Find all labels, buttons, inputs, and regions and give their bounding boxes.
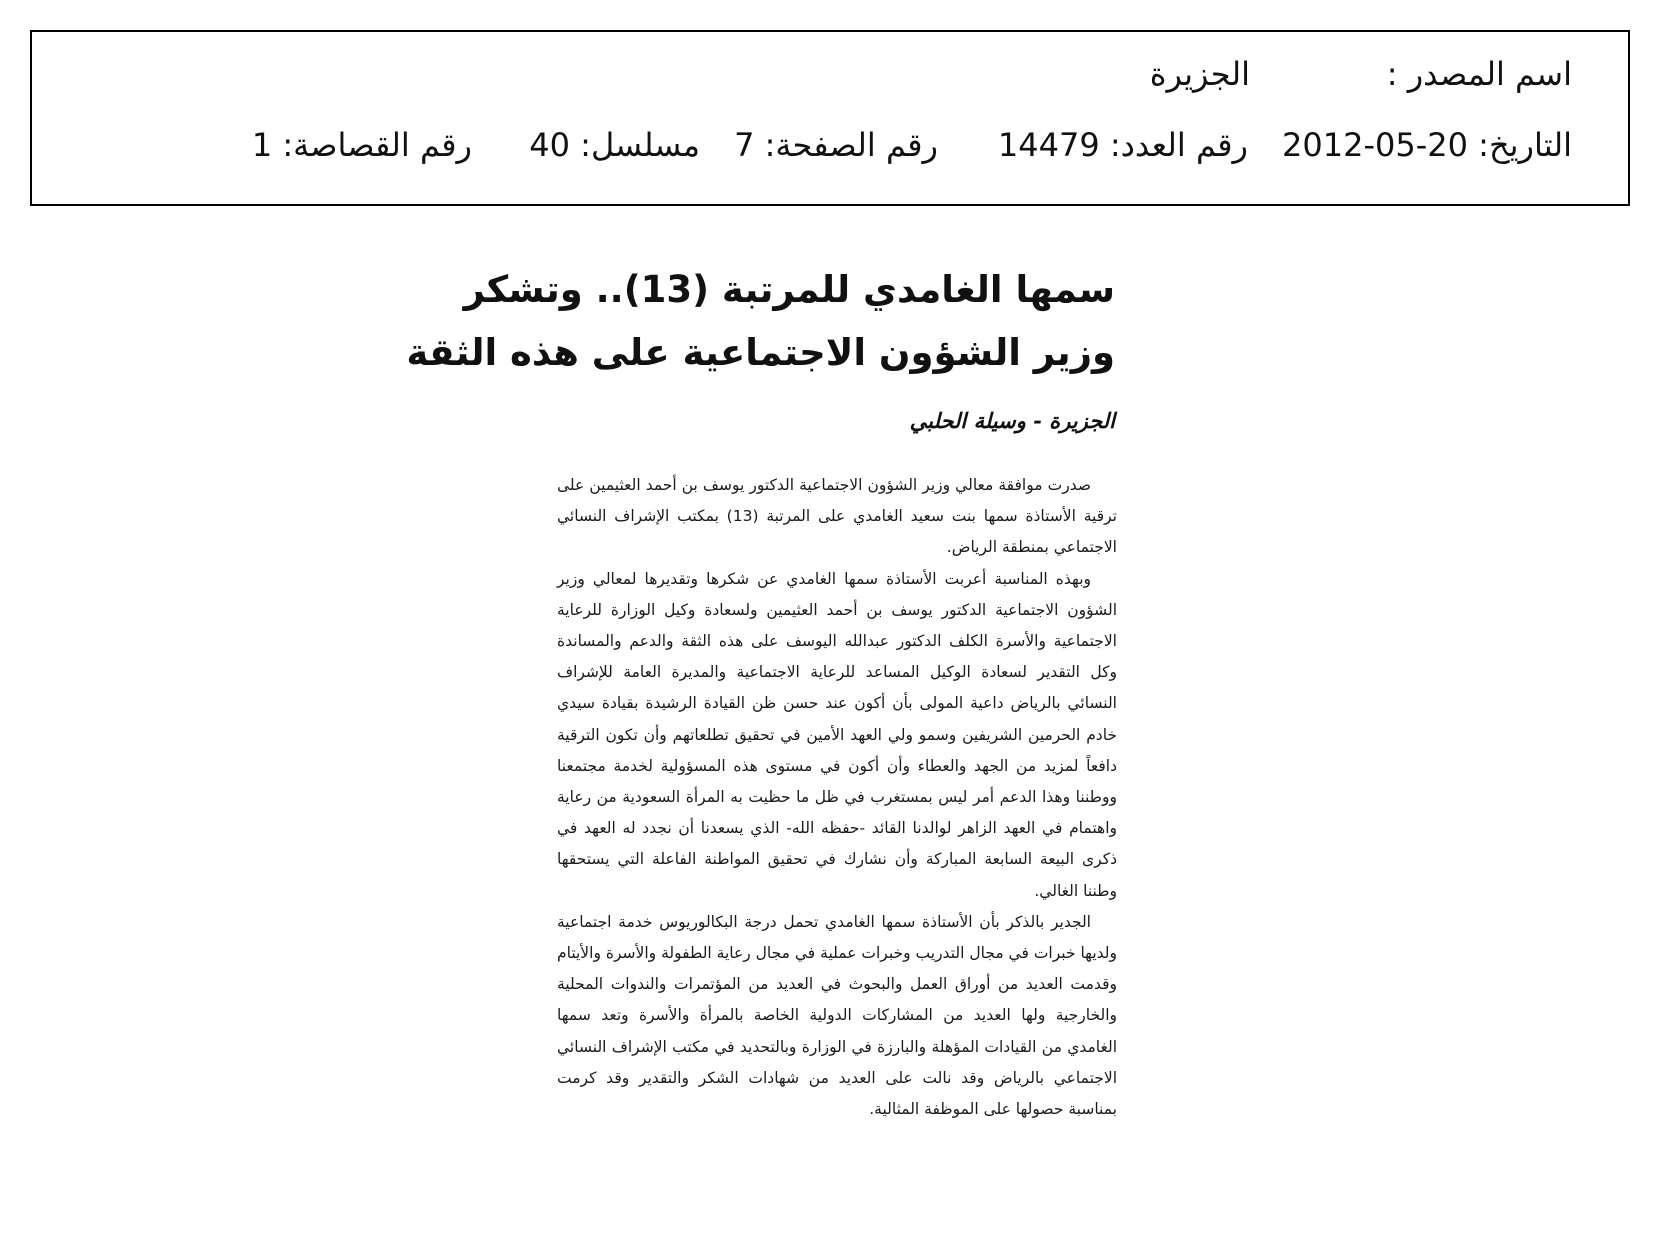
headline-line-1: سمها الغامدي للمرتبة (13).. وتشكر	[463, 268, 1115, 311]
issue-label: رقم العدد:	[1109, 126, 1248, 164]
issue-value: 14479	[997, 126, 1100, 164]
paragraph-3: الجدير بالذكر بأن الأستاذة سمها الغامدي تحمل درجة البكالوريوس خدمة اجتماعية ولديها خبرات في مجال التدريب وخبرات عملية في مجال رعاية الطفولة والأسرة والأيتام وقدمت العديد من أوراق العمل والبحوث في العديد من المؤتمرات والندوات المحلية والخارجية ولها العديد من المشاركات الدولية الخاصة بالمرأة والأسرة وتعد سمها الغامدي من القيادات المؤهلة والبارزة في الوزارة وبالتحديد في مكتب الإشراف النسائي الاجتماعي بالرياض وقد نالت على العديد من شهادات الشكر والتقدير وقد كرمت بمناسبة حصولها على الموظفة المثالية.	[557, 912, 1117, 1119]
page-field	[734, 126, 938, 164]
issue-field	[997, 126, 1248, 164]
source-value: الجزيرة	[1149, 55, 1250, 93]
page-value: 7	[734, 126, 755, 164]
article-headline	[406, 258, 1115, 384]
page-label: رقم الصفحة:	[764, 126, 938, 164]
headline-line-2: وزير الشؤون الاجتماعية على هذه الثقة	[406, 331, 1115, 374]
serial-field	[529, 126, 700, 164]
paragraph-2: وبهذه المناسبة أعربت الأستاذة سمها الغامدي عن شكرها وتقديرها لمعالي وزير الشؤون الاجتماعية الدكتور يوسف بن أحمد العثيمين ولسعادة وكيل الوزارة للرعاية الاجتماعية والأسرة الكلف الدكتور عبدالله اليوسف على هذه الثقة والدعم والمساندة وكل التقدير لسعادة الوكيل المساعد للرعاية الاجتماعية والمديرة العامة للإشراف النسائي بالرياض داعية المولى بأن أكون عند حسن ظن القيادة الرشيدة بقيادة سيدي خادم الحرمين الشريفين وسمو ولي العهد الأمين في تحقيق تطلعاتهم وأن تكون الترقية دافعاً لمزيد من الجهد والعطاء وأن أكون في مستوى هذه المسؤولية لخدمة مجتمعنا ووطننا وهذا الدعم أمر ليس بمستغرب في ظل ما حظيت به المرأة السعودية من رعاية واهتمام في العهد الزاهر لوالدنا القائد -حفظه الله- الذي يسعدنا أن نجدد له العهد في ذكرى البيعة السابعة المباركة وأن نشارك في تحقيق المواطنة الفاعلة التي يستحقها وطننا الغالي.	[557, 569, 1117, 900]
clip-field	[251, 126, 472, 164]
metadata-box	[30, 30, 1630, 206]
date-field	[1282, 126, 1572, 164]
article-byline: الجزيرة - وسيلة الحلبي	[909, 408, 1115, 433]
serial-value: 40	[529, 126, 570, 164]
serial-label: مسلسل:	[580, 126, 700, 164]
clip-value: 1	[251, 126, 273, 164]
date-value: 2012-05-20	[1282, 126, 1468, 164]
clip-label: رقم القصاصة:	[282, 126, 472, 164]
date-label: التاريخ:	[1478, 126, 1572, 164]
paragraph-1: صدرت موافقة معالي وزير الشؤون الاجتماعية الدكتور يوسف بن أحمد العثيمين على ترقية الأستاذة سمها بنت سعيد الغامدي على المرتبة (13) بمكتب الإشراف النسائي الاجتماعي بمنطقة الرياض.	[557, 476, 1117, 557]
source-label: اسم المصدر :	[1386, 55, 1572, 93]
article-body	[557, 470, 1117, 1125]
